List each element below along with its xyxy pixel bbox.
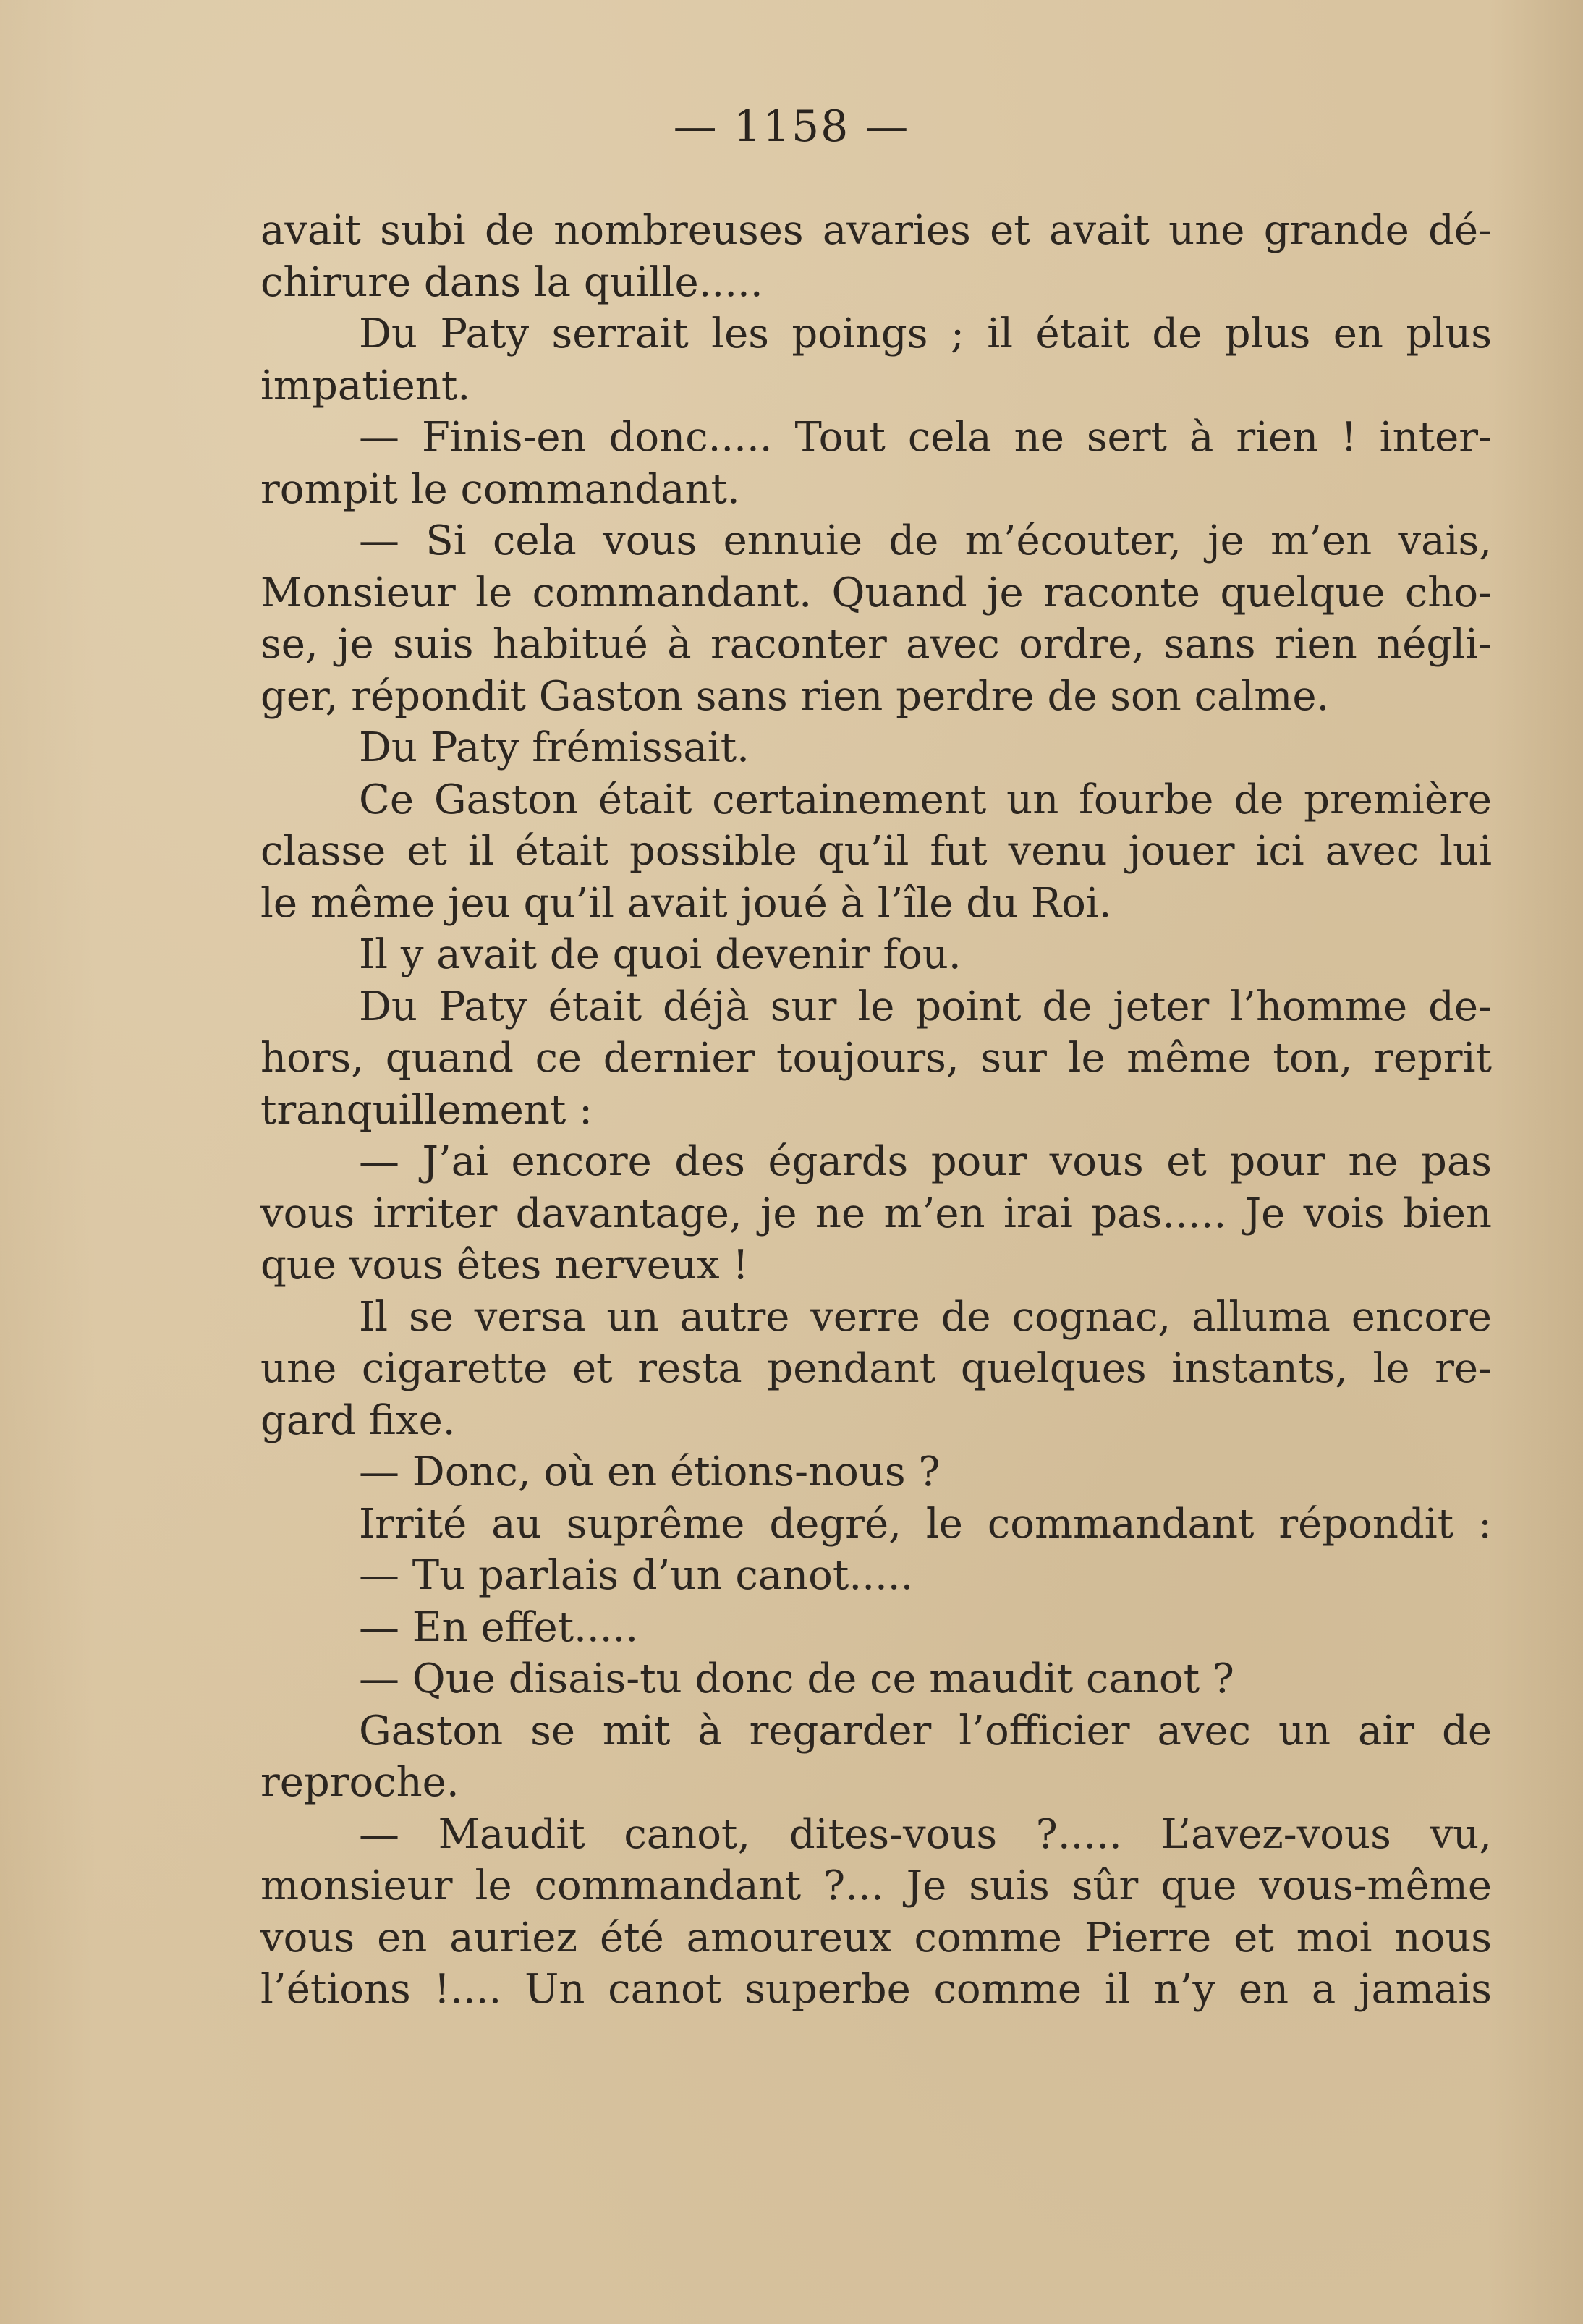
text-line: — Finis-en donc..... Tout cela ne sert à rien ! inter- xyxy=(359,414,1492,461)
body-text xyxy=(260,205,1492,2016)
text-line: une cigarette et resta pendant quelques instants, le re- xyxy=(260,1345,1492,1392)
text-line: monsieur le commandant ?... Je suis sûr que vous-même xyxy=(260,1862,1492,1909)
text-line: avait subi de nombreuses avaries et avait une grande dé- xyxy=(260,207,1492,254)
text-line: vous irriter davantage, je ne m’en irai pas..... Je vois bien xyxy=(260,1189,1492,1237)
text-line: — Que disais-tu donc de ce maudit canot ? xyxy=(359,1655,1234,1702)
text-line: l’étions !.... Un canot superbe comme il n’y en a jamais xyxy=(260,1966,1492,2013)
text-line: Il y avait de quoi devenir fou. xyxy=(359,931,962,978)
text-line: — Maudit canot, dites-vous ?..... L’avez-vous vu, xyxy=(359,1810,1492,1858)
text-line: gard fixe. xyxy=(260,1396,456,1444)
text-line: reproche. xyxy=(260,1759,459,1806)
text-line: Gaston se mit à regarder l’officier avec un air de xyxy=(359,1707,1492,1755)
text-line: chirure dans la quille..... xyxy=(260,258,763,306)
text-line: tranquillement : xyxy=(260,1086,593,1134)
text-line: classe et il était possible qu’il fut venu jouer ici avec lui xyxy=(260,828,1492,875)
text-line: rompit le commandant. xyxy=(260,465,740,513)
text-line: Irrité au suprême degré, le commandant répondit : xyxy=(359,1500,1492,1548)
text-line: hors, quand ce dernier toujours, sur le même ton, reprit xyxy=(260,1035,1492,1082)
text-line: vous en auriez été amoureux comme Pierre et moi nous xyxy=(260,1914,1492,1962)
text-line: que vous êtes nerveux ! xyxy=(260,1242,749,1289)
text-line: — Tu parlais d’un canot..... xyxy=(359,1552,914,1599)
text-line: le même jeu qu’il avait joué à l’île du Roi. xyxy=(260,879,1112,927)
text-line: Du Paty frémissait. xyxy=(359,724,750,771)
text-line: Monsieur le commandant. Quand je raconte quelque cho- xyxy=(260,569,1492,616)
text-line: ger, répondit Gaston sans rien perdre de son calme. xyxy=(260,672,1330,720)
text-line: — En effet..... xyxy=(359,1603,639,1651)
text-line: — Donc, où en étions-nous ? xyxy=(359,1449,941,1496)
text-line: — J’ai encore des égards pour vous et pour ne pas xyxy=(359,1138,1492,1185)
page-number: — 1158 — xyxy=(673,101,910,152)
text-line: Ce Gaston était certainement un fourbe de première xyxy=(359,776,1492,823)
text-line: Du Paty était déjà sur le point de jeter l’homme de- xyxy=(359,983,1492,1030)
text-line: Il se versa un autre verre de cognac, alluma encore xyxy=(359,1293,1492,1341)
text-line: Du Paty serrait les poings ; il était de plus en plus xyxy=(359,310,1492,357)
text-line: impatient. xyxy=(260,362,471,410)
text-line: — Si cela vous ennuie de m’écouter, je m’en vais, xyxy=(359,517,1492,564)
text-line: se, je suis habitué à raconter avec ordre, sans rien négli- xyxy=(260,621,1492,668)
